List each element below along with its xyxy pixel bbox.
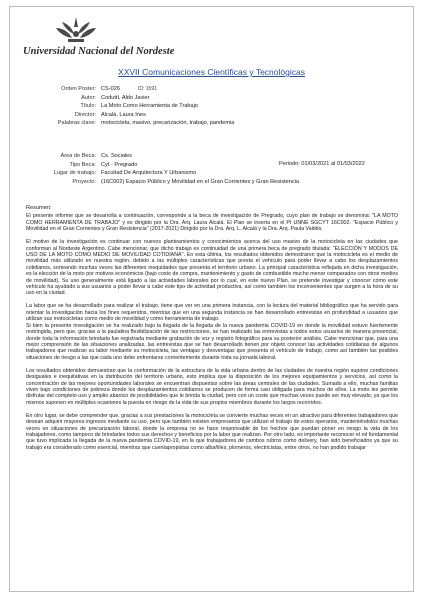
summary-paragraph: La labor que se ha desarrollado para realizar el trabajo, tiene que ver en una primera instancia, con la lectura del material bibliográfico que ha servido para orientar la investigación hacia los fines requeridos, mientras que en una segunda instancia se han desarrollado entrevistas en profundidad a usuarios que utilizan sus motocicletas como medio de movilidad y como herramienta de trabajo. Si bien la presente investigación se ha realizado bajo la llegada de la llegada de la nueva pandemia COVID-19 en donde la movilidad estuvo fuertemente restringida, pero que, gracias a la paulatina flexibilización de las restricciones, se han realizado las entrevistas a todos estos usuarios de manera presencial, donde toda la información brindada fue registrada mediante grabación de voz y registro fotográfico para su posterior análisis. Cabe mencionar que, para una mejor comprensión de las situaciones analizadas, las entrevistas que se han desarrollado tienen por objeto conocer las actividades cotidianas de algunos trabajadores que realizan su labor mediante su motocicleta, las ventajas y desventajas que presenta el vehículo de trabajo, como así también las posibles situaciones de riesgo a las que cada uno debe enfrentarse corrientemente durante toda su jornada laboral. xyxy=(26,303,398,361)
poster-id: ID: 1591 xyxy=(138,86,157,92)
metadata-label: Título: xyxy=(80,103,96,110)
metadata-label: Palabras clave: xyxy=(57,120,96,127)
document-page xyxy=(9,6,414,592)
metadata-label: Autor: xyxy=(81,94,96,101)
page-title: XXVII Comunicaciones Científicas y Tecnológicas xyxy=(118,67,305,77)
metadata-label: Área de Beca: xyxy=(60,153,96,159)
metadata-row xyxy=(10,169,414,178)
metadata-value: Cs. Sociales xyxy=(101,153,133,159)
metadata-value: Cyt - Pregrado xyxy=(101,161,138,168)
metadata-label: Proyecto: xyxy=(72,178,96,185)
metadata-row xyxy=(10,111,414,120)
summary-paragraph: Los resultados obtenidos demuestran que la conformación de la estructura de la vida urbana dentro de las ciudades de nuestra región supone condiciones desiguales e inequitativas en la distribución del territorio urbano, esto implica que la disposición de los mejores equipamientos y servicios, así como la concentración de las mejores oportunidades laborales se encuentran dispuestas sobre las áreas centrales de las ciudades. Sumado a ello, muchas familias viven bajo condiciones de pobreza donde los desplazamientos cotidianos se producen de forma casi obligada para muchos de ellos. La moto les permite disfrutar del completo uso y amplio abanico de posibilidades que le brinda la ciudad, pero con un coste que muchas veces puede ser muy elevado, ya que los mismos suponen en múltiples ocasiones la puesta en riesgo de la vida de sus propios miembros durante los largos recorridos. xyxy=(26,367,398,406)
metadata-value: La Moto Como Herramienta de Trabajo xyxy=(101,103,199,110)
summary-body xyxy=(26,205,398,458)
poster-metadata xyxy=(10,85,414,128)
university-name: Universidad Nacional del Nordeste xyxy=(23,46,175,57)
summary-paragraph: El motivo de la investigación es continuar con nuevos planteamientos y conocimientos acerca del uso masivo de la motocicleta en las ciudades que conforman al Nordeste Argentino. Cabe mencionar, que dicho trabajo es continuidad de una primera beca de pregrado titulada: "ELECCIÓN Y MODOS DE USO DE LA MOTO COMO MEDIO DE MOVILIDAD COTIDIANA". En esta última, los resultados obtenidos demostraron que la motocicleta es el medio de movilidad más utilizado en nuestra región, debido a las múltiples características que presta el vehículo para poder llevar a cabo los desplazamientos cotidianos, sorteando muchas veces las diferentes inequidades que presenta el territorio urbano. La principal característica reflejada en dicha investigación, es la elección de la moto por motivos económicos (bajo costo de compra, mantenimiento y gasto de combustible mucho menor comparados con otros medios de movilidad). Su uso generalmente está ligado a las actividades laborales por lo cual, en este nuevo Plan, se pretende investigar y conocer cómo este vehículo ha ayudado a sus usuarios a poder llevar a cabo este tipo de actividad productiva, así como también los inconvenientes que surgen a la hora de su uso en la ciudad. xyxy=(26,239,398,297)
metadata-row xyxy=(10,119,414,128)
metadata-row xyxy=(10,94,414,103)
metadata-label: Lugar de trabajo: xyxy=(53,170,96,177)
university-logo xyxy=(23,14,173,62)
metadata-value: Coduttí, Aldo Javier xyxy=(101,94,150,101)
university-emblem-icon xyxy=(54,14,98,44)
metadata-value: (16C002) Espacio Público y Movilidad en el Gran Corrientes y Gran Resistencia xyxy=(101,178,300,185)
resumen-label: Resumen: xyxy=(26,205,52,211)
periodo-text: Periodo: 01/03/2021 al 01/03/2022 xyxy=(279,161,365,167)
summary-paragraph: En otro lugar, se debe comprender que, gracias a sus prestaciones la motocicleta se convierte muchas veces en un atractivo para diferentes trabajadores que desean adquirir mayores ingresos mediante su uso, pero que también existen empresarios que utilizan el trabajo de estos operarios, manteniéndolos muchas veces en situaciones de precarización laboral, donde la empresa no se hace responsable de los hechos que puedan poner en riesgo la vida de los trabajadores, como tampoco de brindarles todos sus derechos y beneficios por la labor que realizan. Por otro lado, es importante reconocer el rol fundamental que tuvo implicada la llegada de la nueva pandemia COVID-19, en la que trabajadores de cambos rubros como delivery, han sido beneficiados ya que su trabajo era considerado como esencial, mientras que cuentapropistas como albañiles, plomeros, electricistas, entre otros, no han podido trabajar xyxy=(26,412,398,451)
metadata-row xyxy=(10,102,414,111)
metadata-value: motocicleta, masivo, precarización, trabajo, pandemia xyxy=(101,120,235,127)
metadata-label: Orden Poster: xyxy=(61,86,96,92)
metadata-value: CS-026 xyxy=(101,86,120,92)
metadata-value: Facultad De Arquitectura Y Urbanismo xyxy=(101,170,197,177)
metadata-row xyxy=(10,178,414,187)
beca-metadata xyxy=(10,152,414,186)
metadata-label: Director: xyxy=(74,111,96,118)
metadata-label: Tipo Beca: xyxy=(69,161,96,168)
metadata-value: Alcalá, Laura Ines xyxy=(101,111,146,118)
metadata-row xyxy=(10,85,414,94)
summary-paragraph: El presente informe que se desarrolla a continuación, corresponde a la beca de investigación de Pregrado, cuyo plan de trabajo se denomina: "LA MOTO COMO HERRAMIENTA DE TRABAJO" y es dirigido por la Dra. Arq. Laura Alcalá. El Plan se inserta en el PI UNNE SGCYT 16C002. "Espacio Público y Movilidad en el Gran Corrientes y Gran Resistencia" (2017-2021) Dirigido por la Dra. Arq. L. Alcalá y la Dra. Arq. Paula Valdés. xyxy=(26,213,398,233)
metadata-row xyxy=(10,152,414,161)
